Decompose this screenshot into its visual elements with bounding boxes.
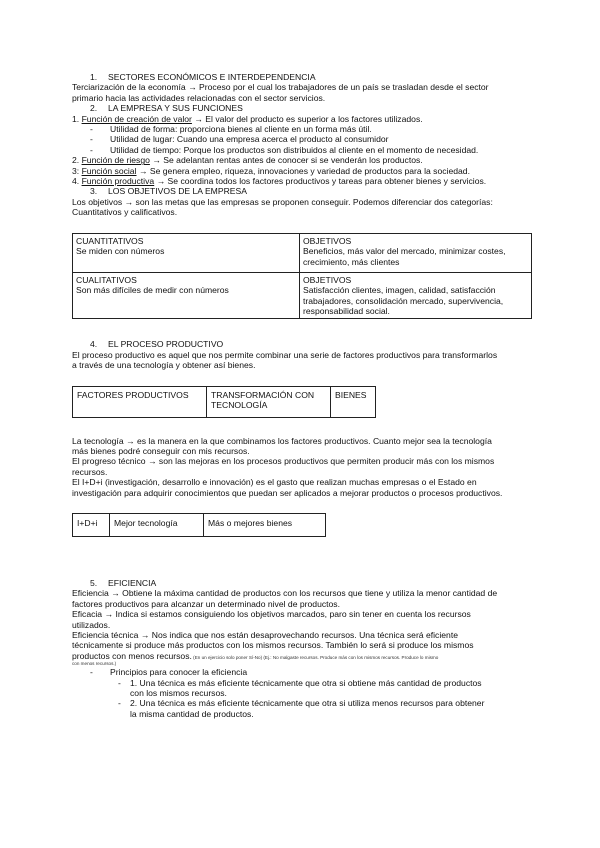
paragraph: técnicamente si produce más productos con los mismos recursos. También lo será si produce los mismos bbox=[72, 640, 474, 651]
paragraph: factores productivos para alcanzar un determinado nivel de productos. bbox=[72, 598, 340, 609]
table-cell bbox=[73, 233, 300, 272]
table-row bbox=[73, 272, 532, 319]
section-4-heading: 4. EL PROCESO PRODUCTIVO bbox=[90, 339, 224, 350]
cell-text: crecimiento, más clientes bbox=[303, 256, 400, 267]
list-item-continued: la misma cantidad de productos. bbox=[130, 708, 254, 719]
list-item: - Principios para conocer la eficiencia bbox=[72, 667, 532, 677]
paragraph: Eficiencia → Obtiene la máxima cantidad de productos con los recursos que tiene y utiliza la menor cantidad de bbox=[72, 588, 498, 599]
paragraph: El proceso productivo es aquel que nos permite combinar una serie de factores productivos para transformarlos bbox=[72, 349, 498, 360]
function-item: 2. Función de riesgo → Se adelantan rentas antes de conocer si se venderán los productos. bbox=[72, 155, 423, 166]
paragraph: a través de una tecnología y obtener así bienes. bbox=[72, 360, 256, 371]
cell-text: Beneficios, más valor del mercado, minimizar costes, bbox=[303, 246, 506, 257]
table-cell bbox=[207, 386, 331, 417]
paragraph: utilizados. bbox=[72, 619, 111, 630]
list-item: - Utilidad de lugar: Cuando una empresa acerca el producto al consumidor bbox=[72, 134, 532, 144]
section-2-heading: 2. LA EMPRESA Y SUS FUNCIONES bbox=[90, 103, 243, 114]
table-cell: BIENES bbox=[331, 386, 376, 417]
list-item: - Utilidad de tiempo: Porque los productos son distribuidos al cliente en el momento de necesidad. bbox=[72, 145, 532, 155]
cell-text: Se miden con números bbox=[76, 246, 165, 257]
cell-heading: CUANTITATIVOS bbox=[76, 235, 144, 246]
list-item: - Utilidad de forma: proporciona bienes al cliente en un forma más útil. bbox=[72, 124, 532, 134]
paragraph: primario hacia las actividades relacionadas con el sector servicios. bbox=[72, 92, 326, 103]
paragraph: Los objetivos → son las metas que las empresas se proponen conseguir. Podemos diferenciar dos categorías: bbox=[72, 196, 493, 207]
table-row bbox=[73, 513, 326, 536]
table-cell: Mejor tecnología bbox=[110, 513, 204, 536]
cell-text: TECNOLOGÍA bbox=[211, 399, 268, 410]
paragraph: investigación para adquirir conocimientos que puedan ser aplicados a mejorar productos o procesos productivos. bbox=[72, 487, 503, 498]
cell-heading: CUALITATIVOS bbox=[76, 274, 137, 285]
paragraph: recursos. bbox=[72, 466, 108, 477]
cell-text: Satisfacción clientes, imagen, calidad, satisfacción bbox=[303, 285, 496, 296]
paragraph: Cuantitativos y calificativos. bbox=[72, 207, 178, 218]
paragraph: Terciarización de la economía → Proceso por el cual los trabajadores de un país se trasladan desde el sector bbox=[72, 82, 489, 93]
table-cell bbox=[73, 272, 300, 319]
section-1-heading: 1. SECTORES ECONÓMICOS E INTERDEPENDENCIA bbox=[90, 72, 316, 82]
function-item: 1. Función de creación de valor → El valor del producto es superior a los factores utilizados. bbox=[72, 113, 423, 124]
function-item: 4. Función productiva → Se coordina todos los factores productivos y tareas para obtener bienes y servicios. bbox=[72, 176, 487, 187]
function-item: 3: Función social → Se genera empleo, riqueza, innovaciones y variedad de productos para la sociedad. bbox=[72, 165, 470, 176]
cell-heading: OBJETIVOS bbox=[303, 235, 352, 246]
section-5-heading: 5. EFICIENCIA bbox=[90, 577, 157, 588]
paragraph: La tecnología → es la manera en la que combinamos los factores productivos. Cuanto mejor sea la tecnología bbox=[72, 435, 492, 446]
paragraph: Eficacia → Indica si estamos consiguiendo los objetivos marcados, paro sin tener en cuenta los recursos bbox=[72, 609, 471, 620]
list-item: - 2. Una técnica es más eficiente técnicamente que otra si utiliza menos recursos para obtener bbox=[72, 698, 532, 708]
paragraph: El progreso técnico → son las mejoras en los procesos productivos que permiten producir más con los mismos bbox=[72, 456, 495, 467]
section-3-heading: 3. LOS OBJETIVOS DE LA EMPRESA bbox=[90, 186, 247, 197]
cell-text: responsabilidad social. bbox=[303, 305, 390, 316]
cell-text: trabajadores, consolidación mercado, supervivencia, bbox=[303, 295, 504, 306]
paragraph: más bienes podré conseguir con mis recursos. bbox=[72, 445, 250, 456]
cell-heading: OBJETIVOS bbox=[303, 274, 352, 285]
cell-text: Son más difíciles de medir con números bbox=[76, 285, 229, 296]
list-item-continued: con los mismos recursos. bbox=[130, 688, 227, 699]
paragraph: Eficiencia técnica → Nos indica que nos están desaprovechando recursos. Una técnica será eficiente bbox=[72, 630, 458, 640]
footnote: con menos recursos.) bbox=[72, 661, 117, 667]
document-body bbox=[72, 72, 532, 719]
paragraph: productos con menos recursos. (En un ejercicio solo poner Sí-No) (Ej.: No malgaste recursos. Produce más con los mismos recursos. Produce lo mismo bbox=[72, 650, 439, 661]
table-cell: I+D+i bbox=[73, 513, 110, 536]
table-row bbox=[73, 386, 376, 417]
table-cell: Más o mejores bienes bbox=[204, 513, 326, 536]
objectives-table bbox=[72, 233, 532, 320]
idi-table bbox=[72, 513, 326, 537]
table-cell bbox=[300, 272, 532, 319]
footnote: (En un ejercicio solo poner Sí-No) (Ej.: No malgaste recursos. Produce más con los mismos recursos. Produce lo mismo bbox=[191, 654, 439, 660]
table-row bbox=[73, 233, 532, 272]
table-cell bbox=[300, 233, 532, 272]
cell-text: TRANSFORMACIÓN CON bbox=[211, 389, 315, 400]
paragraph: El I+D+i (investigación, desarrollo e innovación) es el gasto que realizan muchas empresas o el Estado en bbox=[72, 477, 477, 488]
table-cell: FACTORES PRODUCTIVOS bbox=[73, 386, 207, 417]
list-item: - 1. Una técnica es más eficiente técnicamente que otra si obtiene más cantidad de productos bbox=[72, 678, 532, 688]
production-flow-table bbox=[72, 386, 376, 418]
